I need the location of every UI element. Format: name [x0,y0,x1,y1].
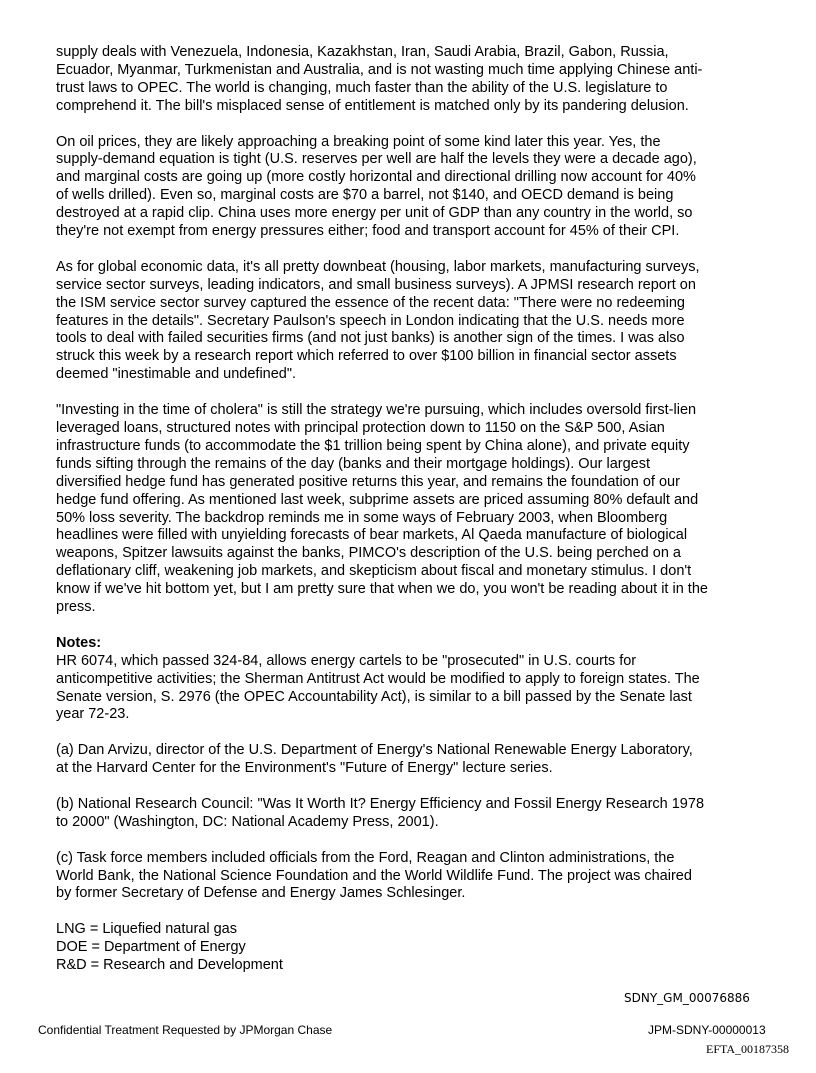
notes-heading: Notes: [56,634,102,651]
paragraph-investing-strategy: "Investing in the time of cholera" is still the strategy we're pursuing, which includes oversold first-lien leveraged loans, structured notes with principal protection down to 1150 on the S&P 500, Asian infrastructure funds (to accommodate the $1 trillion being spent by China alone), and private equity funds sifting through the remains of the day (banks and their mortgage holdings). Our largest diversified hedge fund has generated positive returns this year, and remains the foundation of our hedge fund offering. As mentioned last week, subprime assets are priced assuming 80% default and 50% loss severity. The backdrop reminds me in some ways of February 2003, when Bloomberg headlines were filled with unyielding forecasts of bear markets, Al Qaeda manufacture of biological weapons, Spitzer lawsuits against the banks, PIMCO's description of the U.S. being perched on a deflationary cliff, weakening job markets, and skepticism about fiscal and monetary stimulus. I don't know if we've hit bottom yet, but I am pretty sure that when we do, you won't be reading about it in the press. [56,402,708,616]
bates-number-efta: EFTA_00187358 [706,1042,790,1056]
paragraph-opec: supply deals with Venezuela, Indonesia, Kazakhstan, Iran, Saudi Arabia, Brazil, Gabon, Russia, Ecuador, Myanmar, Turkmenistan and Australia, and is not wasting much time applying Chinese anti- trust laws to OPEC. The world is changing, much faster than the ability of the U.S. legislature to comprehend it. The bill's misplaced sense of entitlement is matched only by its pandering delusion. [56,44,703,114]
paragraph-oil-prices: On oil prices, they are likely approaching a breaking point of some kind later this year. Yes, the supply-demand equation is tight (U.S. reserves per well are half the levels they were a decade ago), and marginal costs are going up (more costly horizontal and directional drilling now account for 40% of wells drilled). Even so, marginal costs are $70 a barrel, not $140, and OECD demand is being destroyed at a rapid clip. China uses more energy per unit of GDP than any country in the world, so they're not exempt from energy pressures either; food and transport account for 45% of their CPI. [56,133,697,240]
abbreviations-list: LNG = Liquefied natural gas DOE = Department of Energy R&D = Research and Development [56,921,283,974]
note-a: (a) Dan Arvizu, director of the U.S. Department of Energy's National Renewable Energy Laboratory, at the Harvard Center for the Environment's "Future of Energy" lecture series. [56,742,693,777]
note-b: (b) National Research Council: "Was It Worth It? Energy Efficiency and Fossil Energy Research 1978 to 2000" (Washington, DC: National Academy Press, 2001). [56,795,705,830]
bates-number-sdny: SDNY_GM_00076886 [624,991,750,1005]
paragraph-economic-data: As for global economic data, it's all pretty downbeat (housing, labor markets, manufacturing surveys, service sector surveys, leading indicators, and small business surveys). A JPMSI research report on the ISM service sector survey captured the essence of the recent data: "There were no redeeming features in the details". Secretary Paulson's speech in London indicating that the U.S. needs more tools to deal with failed securities firms (and not just banks) is another sign of the times. I was also struck this week by a research report which referred to over $100 billion in financial sector assets deemed "inestimable and undefined". [56,258,700,383]
bates-number-jpm: JPM-SDNY-00000013 [648,1023,766,1037]
document-body [56,44,796,975]
confidential-footer: Confidential Treatment Requested by JPMorgan Chase [38,1023,333,1037]
note-hr6074: HR 6074, which passed 324-84, allows energy cartels to be "prosecuted" in U.S. courts for anticompetitive activities; the Sherman Antitrust Act would be modified to apply to foreign states. The Senate version, S. 2976 (the OPEC Accountability Act), is similar to a bill passed by the Senate last year 72-23. [56,652,700,723]
note-c: (c) Task force members included officials from the Ford, Reagan and Clinton administrations, the World Bank, the National Science Foundation and the World Wildlife Fund. The project was chaired by former Secretary of Defense and Energy James Schlesinger. [56,849,692,902]
